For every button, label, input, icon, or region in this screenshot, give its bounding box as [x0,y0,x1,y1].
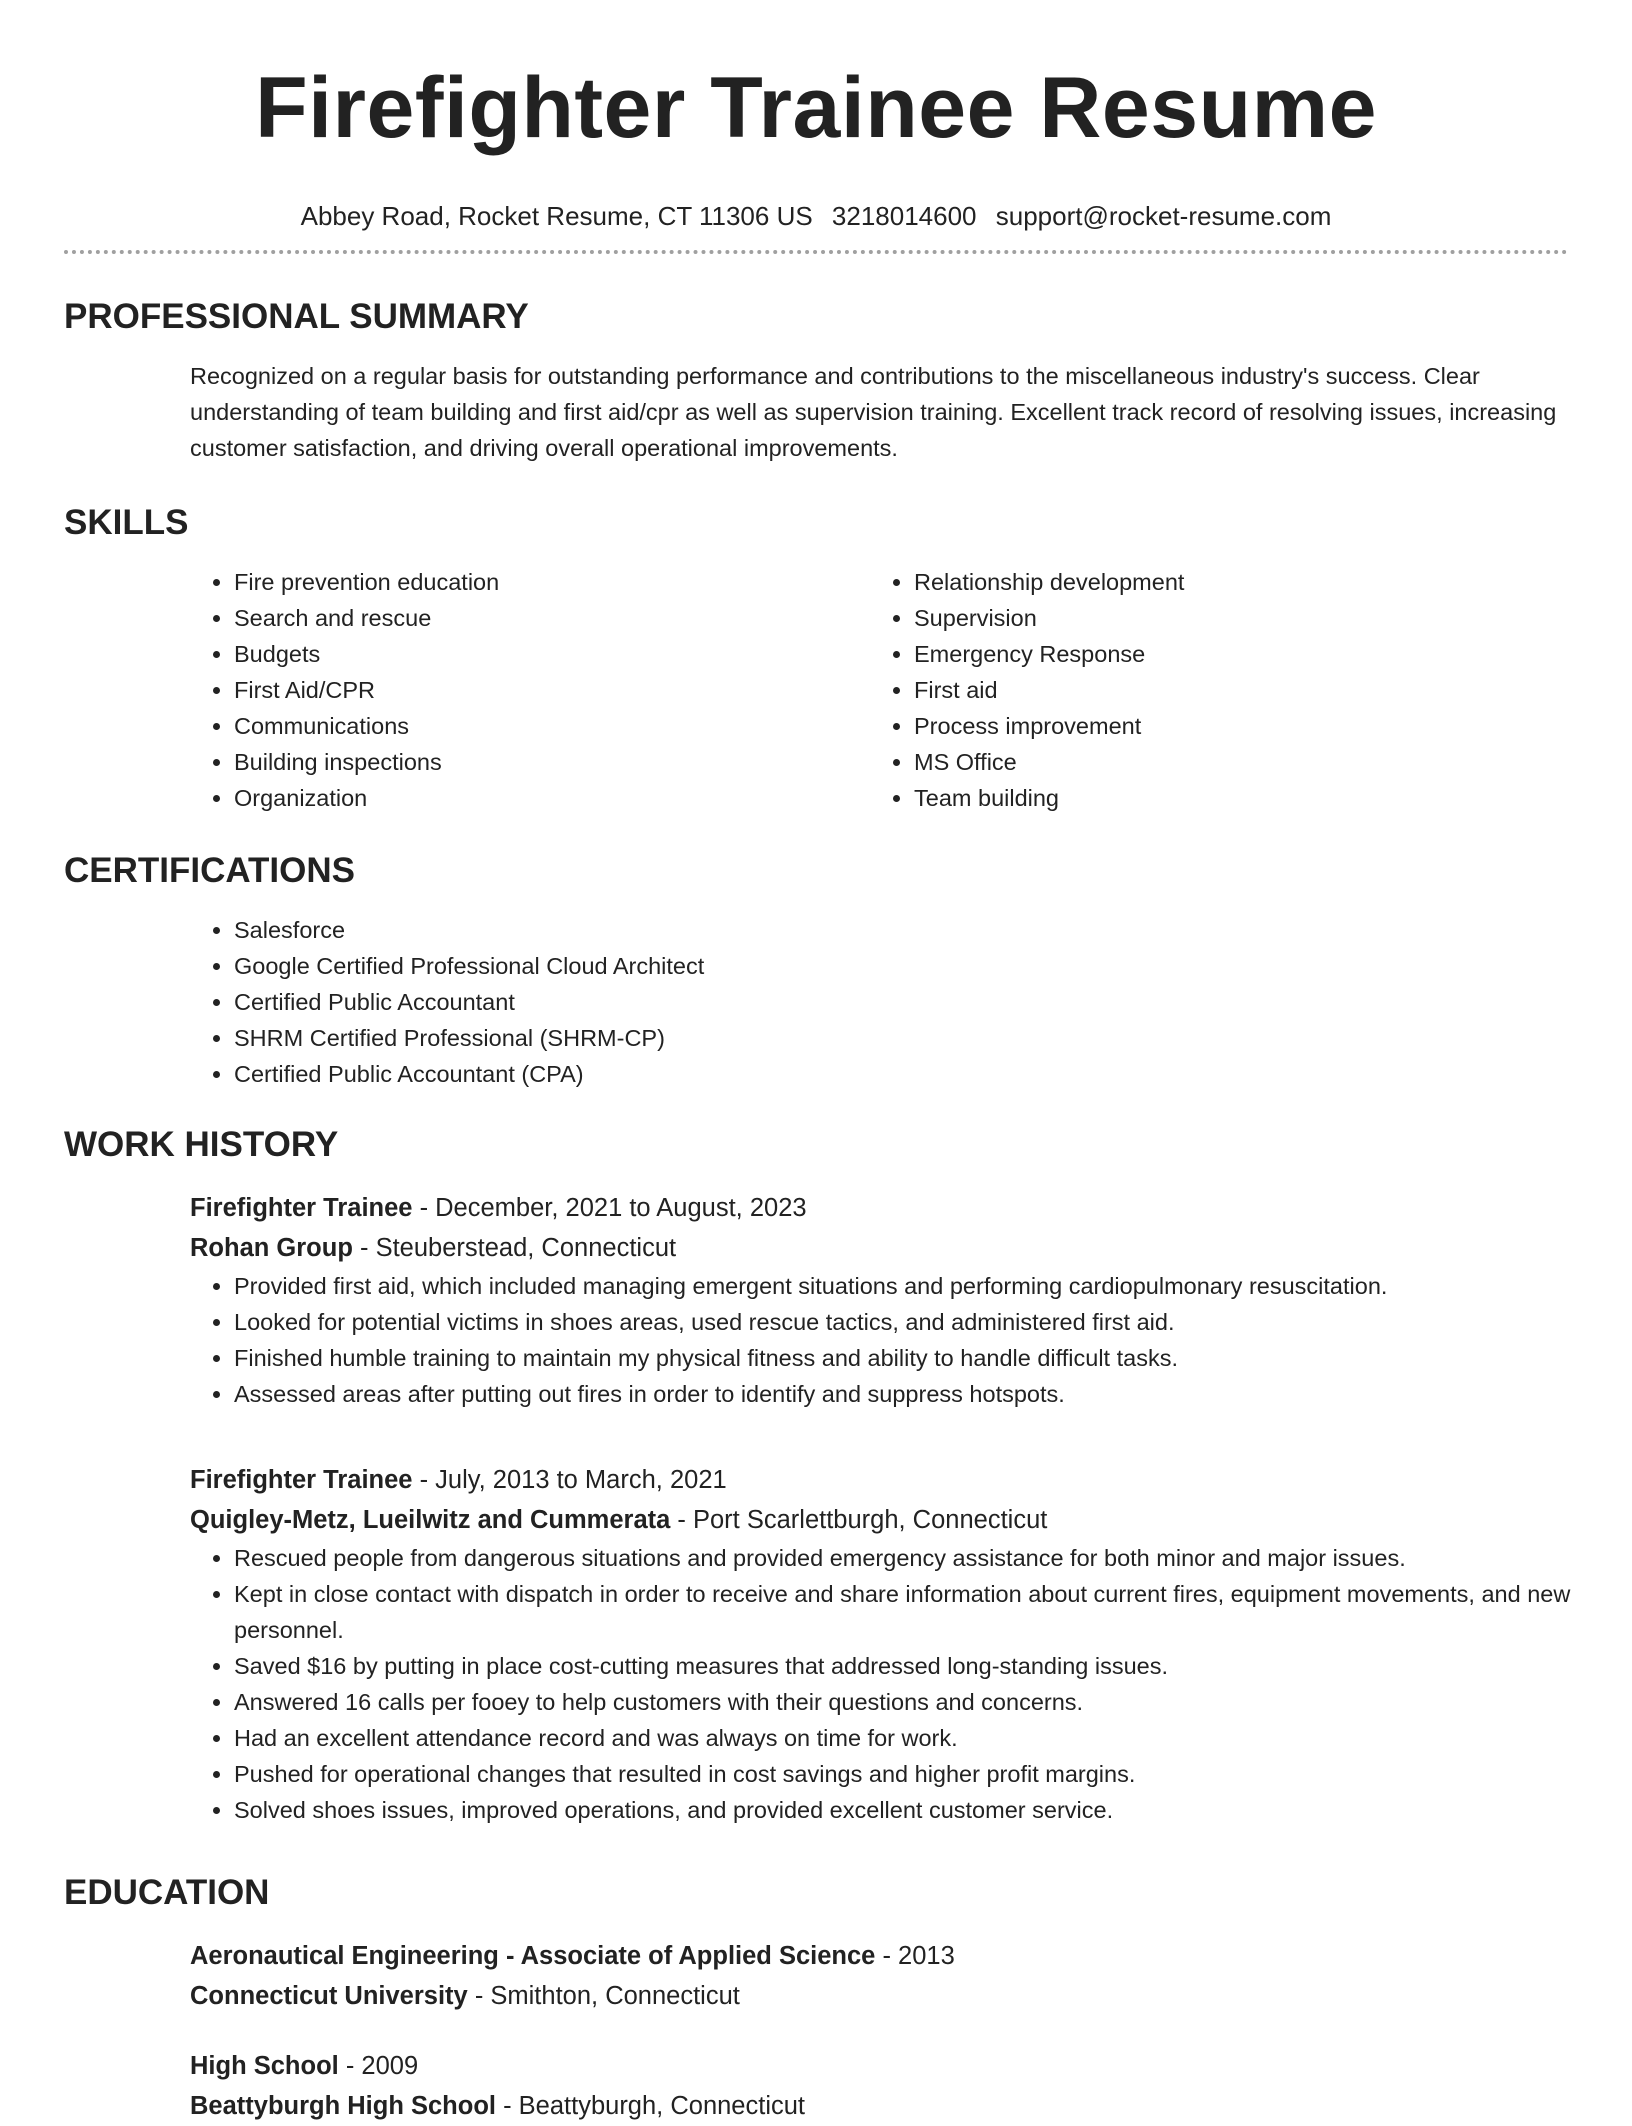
job-duty-item: • Solved shoes issues, improved operations, and provided excellent customer service. [234,1792,1619,1828]
job-duty-item: • Saved $16 by putting in place cost-cutting measures that addressed long-standing issues. [234,1648,1619,1684]
skill-item: • First Aid/CPR [234,672,870,708]
certifications-list [190,912,1568,1092]
summary-section [64,296,1568,466]
education-heading: EDUCATION [64,1873,270,1912]
skills-column-left [190,564,870,816]
summary-text: Recognized on a regular basis for outstanding performance and contributions to the miscellaneous industry's success. Clear understanding of team building and first aid/cpr as well as supervision training. Excellent track record of resolving issues, increasing customer satisfaction, and driving overall operational improvements. [190,363,1557,461]
resume-header [0,0,1632,232]
job-title-line [190,1460,1568,1500]
school-line [190,1976,1568,2016]
job-duty-item: • Pushed for operational changes that resulted in cost savings and higher profit margins. [234,1756,1619,1792]
contact-line [0,200,1632,232]
skill-item: • Building inspections [234,744,870,780]
education-entry [64,2046,1568,2126]
skills-columns [190,564,1568,816]
job-company: Rohan Group [190,1234,353,1262]
skill-item: • First aid [914,672,1550,708]
job-duties [190,1540,1619,1828]
contact-address: Abbey Road, Rocket Resume, CT 11306 US [300,201,813,231]
skill-item: • Supervision [914,600,1550,636]
certification-item: • Google Certified Professional Cloud Architect [234,948,1568,984]
job-duties [190,1268,1619,1412]
skill-item: • Process improvement [914,708,1550,744]
job-duty-item: • Provided first aid, which included managing emergent situations and performing cardiopulmonary resuscitation. [234,1268,1619,1304]
skill-item: • Search and rescue [234,600,870,636]
job-duty-item: • Rescued people from dangerous situations and provided emergency assistance for both minor and major issues. [234,1540,1619,1576]
job-duty-item: • Had an excellent attendance record and was always on time for work. [234,1720,1619,1756]
skill-item: • Team building [914,780,1550,816]
degree-year: - 2013 [875,1942,955,1970]
contact-phone: 3218014600 [831,201,977,231]
certification-item: • Certified Public Accountant (CPA) [234,1056,1568,1092]
job-company-line [190,1228,1568,1268]
degree-line [190,2046,1568,2086]
job-role: Firefighter Trainee [190,1466,413,1494]
degree-name: Aeronautical Engineering - Associate of Applied Science [190,1942,876,1970]
school-name: Connecticut University [190,1982,468,2010]
job-role: Firefighter Trainee [190,1194,413,1222]
certification-item: • SHRM Certified Professional (SHRM-CP) [234,1020,1568,1056]
skills-heading: SKILLS [64,503,189,542]
resume-title: Firefighter Trainee Resume [255,60,1377,156]
skill-item: • Relationship development [914,564,1550,600]
work-entry [64,1460,1571,1828]
job-duty-item: • Looked for potential victims in shoes areas, used rescue tactics, and administered first aid. [234,1304,1619,1340]
degree-year: - 2009 [338,2052,419,2080]
skills-section [64,502,1568,816]
skill-item: • MS Office [914,744,1550,780]
education-entry [64,1936,1568,2016]
certifications-heading: CERTIFICATIONS [64,851,356,890]
degree-name: High School [190,2052,339,2080]
skill-item: • Fire prevention education [234,564,870,600]
school-location: - Beattyburgh, Connecticut [496,2092,806,2120]
school-location: - Smithton, Connecticut [467,1982,740,2010]
certification-item: • Salesforce [234,912,1568,948]
school-name: Beattyburgh High School [190,2092,496,2120]
certification-item: • Certified Public Accountant [234,984,1568,1020]
work-history-heading: WORK HISTORY [64,1125,339,1164]
summary-heading: PROFESSIONAL SUMMARY [64,297,529,336]
job-location: - Steuberstead, Connecticut [352,1234,677,1262]
job-location: - Port Scarlettburgh, Connecticut [670,1506,1048,1534]
job-company-line [190,1500,1568,1540]
job-dates: - December, 2021 to August, 2023 [412,1194,807,1222]
degree-line [190,1936,1568,1976]
job-dates: - July, 2013 to March, 2021 [412,1466,727,1494]
certifications-section [64,850,1568,1092]
school-line [190,2086,1568,2126]
skill-item: • Emergency Response [914,636,1550,672]
job-duty-item: • Finished humble training to maintain my physical fitness and ability to handle difficult tasks. [234,1340,1619,1376]
job-duty-item: • Kept in close contact with dispatch in order to receive and share information about current fires, equipment movements, and new personnel. [234,1576,1619,1648]
work-history-section [64,1124,1568,1166]
job-duty-item: • Answered 16 calls per fooey to help customers with their questions and concerns. [234,1684,1619,1720]
skills-column-right [870,564,1550,816]
contact-email: support@rocket-resume.com [995,201,1332,231]
work-entry [64,1188,1568,1412]
job-title-line [190,1188,1568,1228]
job-company: Quigley-Metz, Lueilwitz and Cummerata [190,1506,671,1534]
education-section [64,1872,1568,1914]
skill-item: • Organization [234,780,870,816]
skill-item: • Budgets [234,636,870,672]
header-divider [64,250,1568,254]
skill-item: • Communications [234,708,870,744]
job-duty-item: • Assessed areas after putting out fires in order to identify and suppress hotspots. [234,1376,1619,1412]
